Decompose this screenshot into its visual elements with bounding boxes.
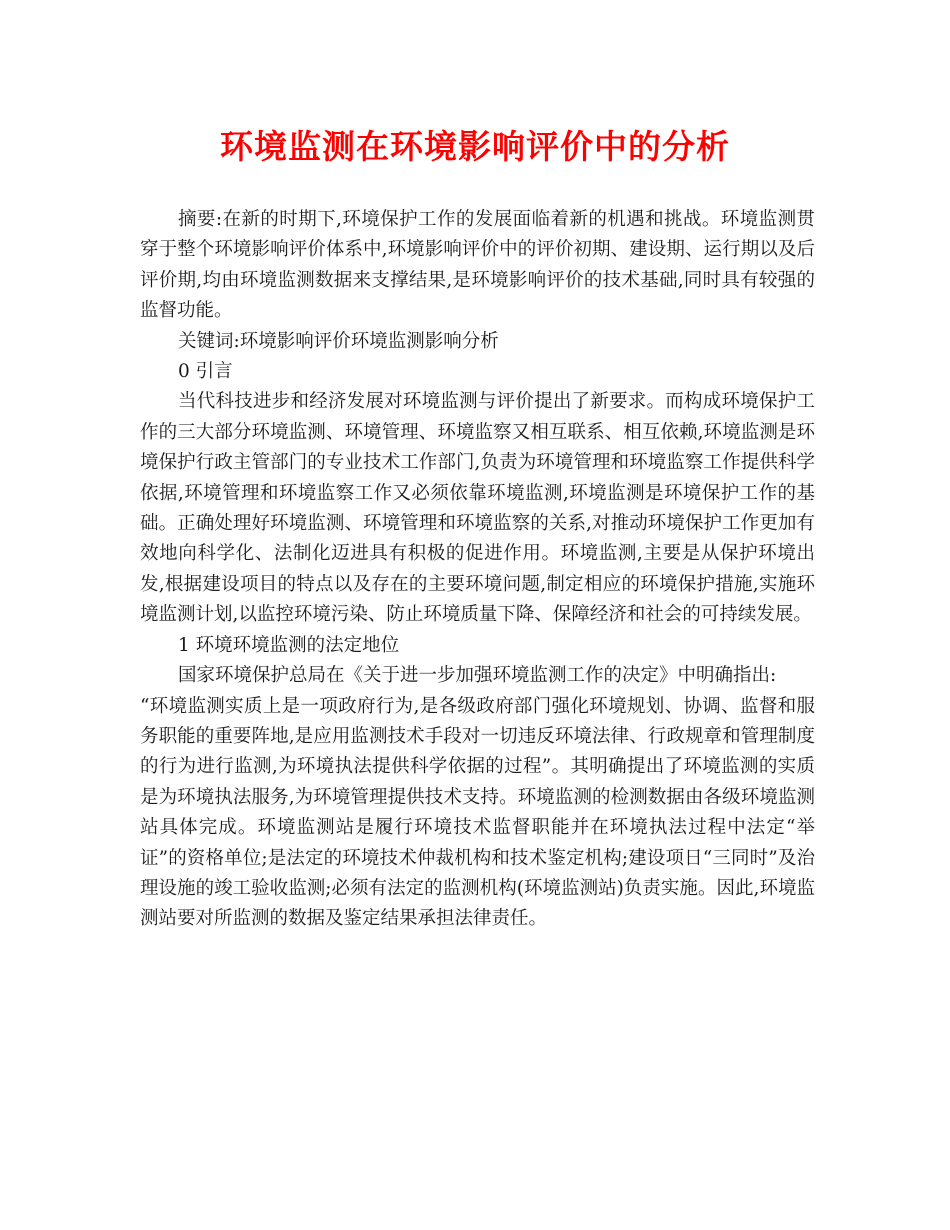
document-body [140, 205, 815, 935]
section-heading-introduction: 0 引言 [178, 361, 233, 383]
abstract-paragraph: 摘要:在新的时期下,环境保护工作的发展面临着新的机遇和挑战。环境监测贯穿于整个环境影响评价体系中,环境影响评价中的评价初期、建设期、运行期以及后评价期,均由环境监测数据来支撑结果,是环境影响评价的技术基础,同时具有较强的监督功能。 [140, 209, 815, 322]
document-title: 环境监测在环境影响评价中的分析 [220, 127, 730, 166]
keywords-paragraph: 关键词:环境影响评价环境监测影响分析 [178, 330, 499, 352]
introduction-paragraph: 当代科技进步和经济发展对环境监测与评价提出了新要求。而构成环境保护工作的三大部分环境监测、环境管理、环境监察又相互联系、相互依赖,环境监测是环境保护行政主管部门的专业技术工作部门,负责为环境管理和环境监察工作提供科学依据,环境管理和环境监察工作又必须依靠环境监测,环境监测是环境保护工作的基础。正确处理好环境监测、环境管理和环境监察的关系,对推动环境保护工作更加有效地向科学化、法制化迈进具有积极的促进作用。环境监测,主要是从保护环境出发,根据建设项目的特点以及存在的主要环境问题,制定相应的环境保护措施,实施环境监测计划,以监控环境污染、防止环境质量下降、保障经济和社会的可持续发展。 [140, 391, 815, 626]
legal-status-paragraph: 国家环境保护总局在《关于进一步加强环境监测工作的决定》中明确指出: [178, 665, 777, 687]
section-heading-legal-status: 1 环境环境监测的法定地位 [178, 634, 400, 656]
quotation-paragraph: “环境监测实质上是一项政府行为,是各级政府部门强化环境规划、协调、监督和服务职能的重要阵地,是应用监测技术手段对一切违反环境法律、行政规章和管理制度的行为进行监测,为环境执法提供科学依据的过程”。其明确提出了环境监测的实质是为环境执法服务,为环境管理提供技术支持。环境监测的检测数据由各级环境监测站具体完成。环境监测站是履行环境技术监督职能并在环境执法过程中法定“举证”的资格单位;是法定的环境技术仲裁机构和技术鉴定机构;建设项日“三同时”及治理设施的竣工验收监测;必须有法定的监测机构(环境监测站)负责实施。因此,环境监测站要对所监测的数据及鉴定结果承担法律责任。 [140, 695, 815, 930]
